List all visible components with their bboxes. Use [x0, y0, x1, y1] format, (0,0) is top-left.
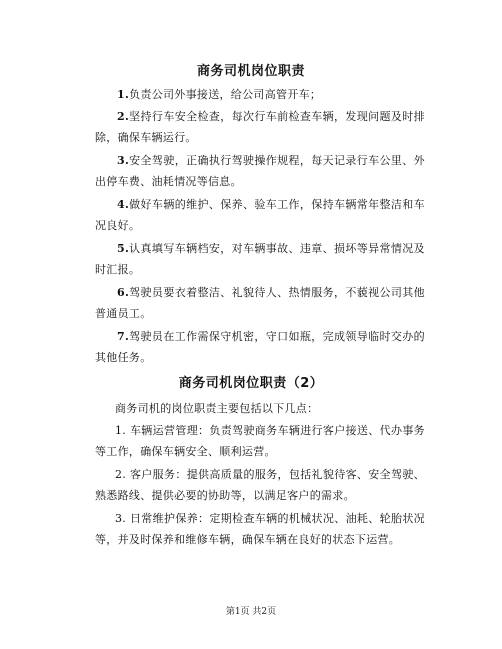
duty-text: 做好车辆的维护、保养、验车工作，保持车辆常年整洁和车况良好。: [95, 198, 425, 232]
duty-item-3: [95, 150, 425, 192]
section2-title: 商务司机岗位职责（2）: [178, 376, 324, 391]
duty-number: 2.: [117, 110, 130, 123]
duty-number: 6.: [117, 286, 130, 299]
duty-text: 安全驾驶，正确执行驾驶操作规程，每天记录行车公里、外出停车费、油耗情况等信息。: [95, 154, 425, 188]
section1-title: 商务司机岗位职责: [196, 64, 305, 79]
section2-item-2: 2. 客户服务：提供高质量的服务，包括礼貌待客、安全驾驶、熟悉路线、提供必要的协助等，以满足客户的需求。: [95, 468, 425, 502]
duty-text: 驾驶员在工作需保守机密，守口如瓶，完成领导临时交办的其他任务。: [95, 330, 425, 364]
duty-item-4: [95, 194, 425, 236]
duty-item-1: [95, 84, 425, 105]
duty-text: 认真填写车辆档安，对车辆事故、违章、损坏等异常情况及时汇报。: [95, 242, 425, 276]
duty-number: 7.: [117, 330, 130, 343]
section2-intro: 商务司机的岗位职责主要包括以下几点：: [115, 402, 319, 415]
duty-item-7: [95, 326, 425, 368]
duty-text: 负责公司外事接送，给公司高管开车；: [129, 88, 322, 101]
duty-item-5: [95, 238, 425, 280]
page-footer: 第1页 共2页: [225, 607, 277, 617]
duty-number: 3.: [117, 154, 130, 167]
section2-item-1: 1. 车辆运营管理：负责驾驶商务车辆进行客户接送、代办事务等工作，确保车辆安全、顺利运营。: [95, 424, 425, 458]
duty-item-6: [95, 282, 425, 324]
duty-number: 5.: [117, 242, 130, 255]
duty-number: 1.: [117, 88, 130, 101]
duty-number: 4.: [117, 198, 130, 211]
duty-text: 坚持行车安全检查，每次行车前检查车辆，发现问题及时排除，确保车辆运行。: [95, 110, 425, 144]
duty-text: 驾驶员要衣着整洁、礼貌待人、热情服务，不藐视公司其他普通员工。: [95, 286, 425, 320]
duty-item-2: [95, 106, 425, 148]
section2-item-3: 3. 日常维护保养：定期检查车辆的机械状况、油耗、轮胎状况等，并及时保养和维修车辆，确保车辆在良好的状态下运营。: [95, 512, 425, 546]
